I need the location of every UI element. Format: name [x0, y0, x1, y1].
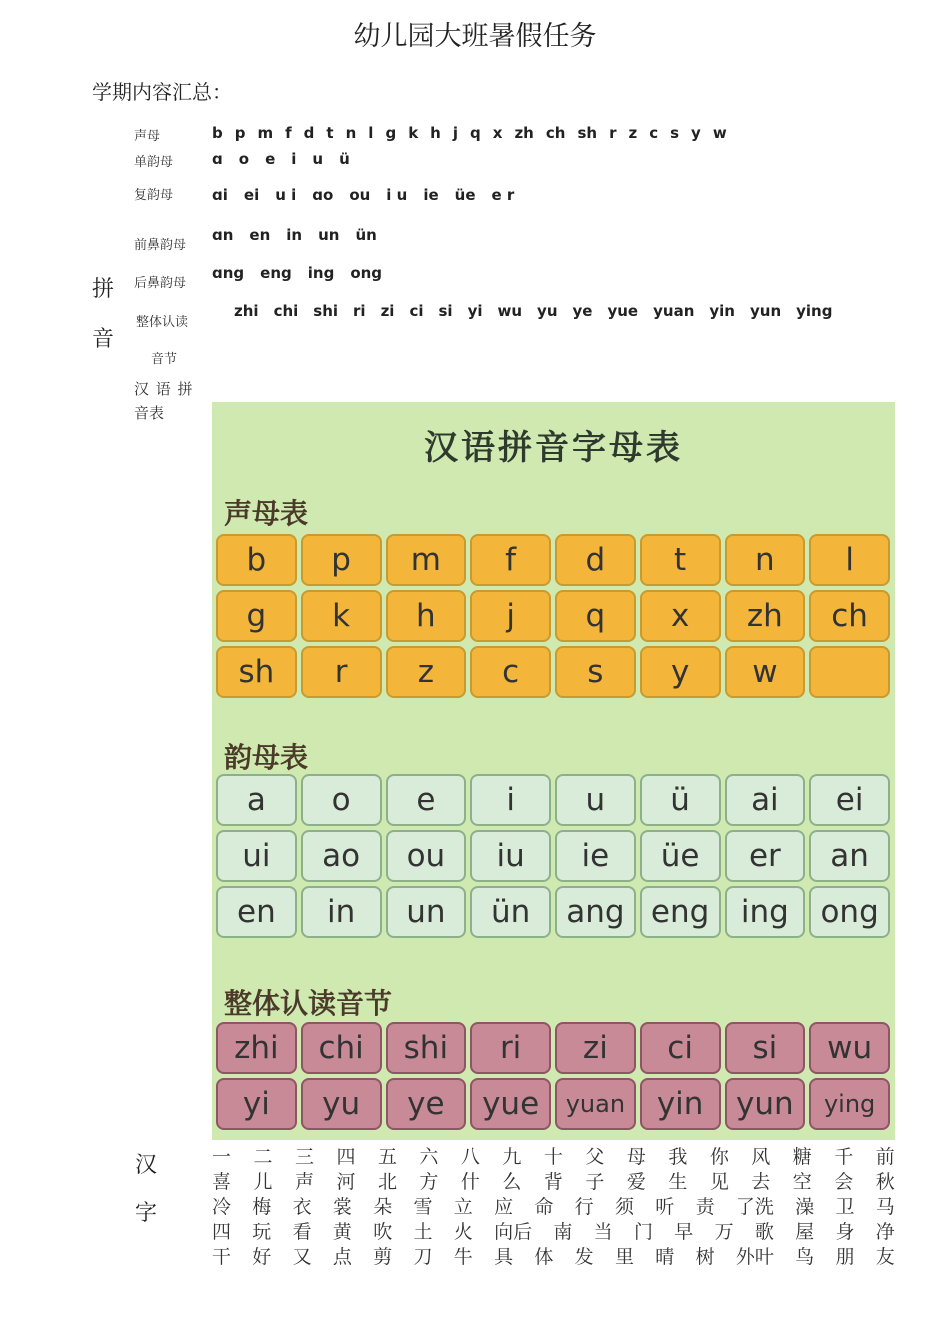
row-content — [212, 186, 530, 204]
pinyin-item: yi — [467, 302, 483, 320]
pinyin-item: i u — [386, 186, 408, 204]
pinyin-item: eng — [260, 264, 292, 282]
hanzi-char: 生 — [668, 1171, 688, 1193]
pinyin-item: shi — [313, 302, 339, 320]
pinyin-cell: e — [386, 774, 467, 826]
pinyin-cell: eng — [640, 886, 721, 938]
hanzi-char: 冷 — [212, 1196, 232, 1218]
pinyin-item: n — [345, 124, 357, 142]
hanzi-char: 千 — [834, 1146, 854, 1168]
pinyin-item: üe — [454, 186, 476, 204]
pinyin-item: ying — [796, 302, 833, 320]
pinyin-item: x — [492, 124, 503, 142]
hanzi-char: 喜 — [212, 1171, 232, 1193]
hanzi-char: 责 — [695, 1196, 715, 1218]
row-label: 单韵母 — [134, 155, 174, 170]
row-content — [212, 264, 398, 282]
pinyin-item: b — [212, 124, 223, 142]
whole-grid — [216, 1022, 890, 1130]
pinyin-item: j — [452, 124, 459, 142]
pinyin-cell: yin — [640, 1078, 721, 1130]
hanzi-row — [212, 1145, 895, 1170]
pinyin-cell: chi — [301, 1022, 382, 1074]
hanzi-char: 立 — [453, 1196, 473, 1218]
pinyin-cell: ün — [470, 886, 551, 938]
hanzi-char: 背 — [543, 1171, 563, 1193]
hanzi-char: 会 — [834, 1171, 854, 1193]
hanzi-row — [212, 1220, 895, 1245]
hanzi-label-2: 字 — [134, 1201, 157, 1226]
hanzi-char: 当 — [593, 1221, 613, 1243]
hanzi-char: 看 — [292, 1221, 312, 1243]
hanzi-row — [212, 1195, 895, 1220]
pinyin-cell: j — [470, 590, 551, 642]
pinyin-item: sh — [577, 124, 598, 142]
pinyin-item: f — [285, 124, 292, 142]
hanzi-char: 应 — [494, 1196, 514, 1218]
pinyin-cell: q — [555, 590, 636, 642]
section-whole-title: 整体认读音节 — [224, 987, 393, 1020]
pinyin-item: m — [257, 124, 274, 142]
hanzi-char: 南 — [553, 1221, 573, 1243]
row-content — [212, 226, 393, 244]
hanzi-list — [212, 1145, 895, 1270]
hanzi-char: 二 — [253, 1146, 273, 1168]
pinyin-cell: ch — [809, 590, 890, 642]
pinyin-item: ye — [572, 302, 593, 320]
hanzi-char: 见 — [709, 1171, 729, 1193]
pinyin-item: d — [303, 124, 315, 142]
hanzi-char: 歌 — [754, 1221, 774, 1243]
pinyin-item: ɑ — [212, 150, 223, 168]
pinyin-cell: yu — [301, 1078, 382, 1130]
pinyin-item: ch — [545, 124, 566, 142]
pinyin-cell: yue — [470, 1078, 551, 1130]
hanzi-char: 里 — [614, 1246, 634, 1268]
hanzi-char: 朵 — [373, 1196, 393, 1218]
pinyin-cell: yun — [725, 1078, 806, 1130]
pinyin-cell: ü — [640, 774, 721, 826]
pinyin-item: ü — [339, 150, 350, 168]
pinyin-cell: o — [301, 774, 382, 826]
hanzi-char: 了洗 — [735, 1196, 774, 1218]
pinyin-item: y — [691, 124, 701, 142]
hanzi-char: 一 — [212, 1146, 232, 1168]
pinyin-item: p — [234, 124, 246, 142]
pinyin-item: k — [408, 124, 419, 142]
pinyin-item: zhi — [234, 302, 259, 320]
pinyin-cell: ei — [809, 774, 890, 826]
pinyin-cell: ou — [386, 830, 467, 882]
pinyin-item: ɑng — [212, 264, 245, 282]
section-finals-title: 韵母表 — [224, 741, 309, 774]
hanzi-char: 风 — [751, 1146, 771, 1168]
hanzi-char: 五 — [377, 1146, 397, 1168]
pinyin-cell: z — [386, 646, 467, 698]
hanzi-char: 须 — [614, 1196, 634, 1218]
pinyin-item: q — [470, 124, 481, 142]
pinyin-cell: m — [386, 534, 467, 586]
hanzi-char: 卫 — [835, 1196, 855, 1218]
pinyin-cell: an — [809, 830, 890, 882]
pinyin-cell: ong — [809, 886, 890, 938]
hanzi-char: 前 — [875, 1146, 895, 1168]
pinyin-cell: w — [725, 646, 806, 698]
hanzi-char: 雪 — [413, 1196, 433, 1218]
pinyin-cell — [809, 646, 890, 698]
pinyin-cell: zhi — [216, 1022, 297, 1074]
hanzi-char: 发 — [574, 1246, 594, 1268]
pinyin-cell: ying — [809, 1078, 890, 1130]
pinyin-item: wu — [497, 302, 523, 320]
pinyin-item: ɑn — [212, 226, 234, 244]
pinyin-cell: i — [470, 774, 551, 826]
hanzi-char: 外叶 — [735, 1246, 774, 1268]
hanzi-row — [212, 1170, 895, 1195]
hanzi-char: 马 — [875, 1196, 895, 1218]
pinyin-cell: p — [301, 534, 382, 586]
hanzi-char: 四 — [212, 1221, 232, 1243]
hanzi-char: 裳 — [332, 1196, 352, 1218]
pinyin-cell: g — [216, 590, 297, 642]
row-content — [212, 150, 366, 168]
pinyin-chart — [212, 402, 895, 1140]
pinyin-cell: d — [555, 534, 636, 586]
pinyin-item: ɑo — [312, 186, 334, 204]
hanzi-char: 父 — [585, 1146, 605, 1168]
pinyin-item: g — [385, 124, 397, 142]
pinyin-item: e r — [491, 186, 515, 204]
row-label: 后鼻韵母 — [134, 276, 187, 291]
pinyin-item: h — [430, 124, 441, 142]
pinyin-item: ri — [353, 302, 366, 320]
pinyin-cell: l — [809, 534, 890, 586]
hanzi-char: 体 — [534, 1246, 554, 1268]
pinyin-item: si — [438, 302, 453, 320]
hanzi-char: 六 — [419, 1146, 439, 1168]
pinyin-cell: x — [640, 590, 721, 642]
hanzi-char: 吹 — [373, 1221, 393, 1243]
pinyin-item: en — [249, 226, 271, 244]
hanzi-char: 爱 — [626, 1171, 646, 1193]
hanzi-char: 声 — [294, 1171, 314, 1193]
hanzi-char: 什 — [460, 1171, 480, 1193]
pinyin-cell: h — [386, 590, 467, 642]
hanzi-char: 九 — [502, 1146, 522, 1168]
hanzi-char: 友 — [875, 1246, 895, 1268]
pinyin-item: ie — [423, 186, 439, 204]
pinyin-cell: n — [725, 534, 806, 586]
pinyin-item: ün — [355, 226, 377, 244]
pinyin-cell: üe — [640, 830, 721, 882]
hanzi-char: 去 — [751, 1171, 771, 1193]
pinyin-cell: sh — [216, 646, 297, 698]
hanzi-char: 母 — [626, 1146, 646, 1168]
pinyin-item: e — [265, 150, 276, 168]
hanzi-char: 三 — [294, 1146, 314, 1168]
hanzi-char: 又 — [292, 1246, 312, 1268]
hanzi-char: 具 — [494, 1246, 514, 1268]
pinyin-cell: yuan — [555, 1078, 636, 1130]
pinyin-cell: un — [386, 886, 467, 938]
chart-label-1: 汉 语 拼 — [134, 380, 194, 398]
finals-grid — [216, 774, 890, 938]
hanzi-label-1: 汉 — [134, 1153, 157, 1178]
hanzi-char: 树 — [695, 1246, 715, 1268]
hanzi-char: 听 — [655, 1196, 675, 1218]
row-label: 声母 — [134, 129, 161, 144]
pinyin-item: w — [712, 124, 727, 142]
pinyin-item: o — [238, 150, 250, 168]
hanzi-char: 空 — [792, 1171, 812, 1193]
pinyin-cell: k — [301, 590, 382, 642]
pinyin-cell: ie — [555, 830, 636, 882]
hanzi-char: 干 — [212, 1246, 232, 1268]
hanzi-char: 鸟 — [795, 1246, 815, 1268]
pinyin-item: t — [326, 124, 334, 142]
pinyin-item: ci — [409, 302, 424, 320]
pinyin-cell: si — [725, 1022, 806, 1074]
row-label-extra: 音节 — [151, 352, 178, 367]
pinyin-item: l — [368, 124, 374, 142]
hanzi-char: 身 — [835, 1221, 855, 1243]
pinyin-item: zh — [514, 124, 534, 142]
hanzi-char: 刀 — [413, 1246, 433, 1268]
hanzi-char: 子 — [585, 1171, 605, 1193]
hanzi-char: 秋 — [875, 1171, 895, 1193]
pinyin-item: r — [609, 124, 617, 142]
pinyin-item: ong — [350, 264, 383, 282]
hanzi-char: 你 — [709, 1146, 729, 1168]
hanzi-char: 命 — [534, 1196, 554, 1218]
pinyin-item: chi — [273, 302, 299, 320]
hanzi-char: 早 — [674, 1221, 694, 1243]
initials-grid — [216, 534, 890, 698]
pinyin-item: ei — [243, 186, 260, 204]
hanzi-char: 梅 — [252, 1196, 272, 1218]
pinyin-label-2: 音 — [91, 327, 114, 352]
pinyin-item: yue — [607, 302, 639, 320]
pinyin-item: u — [312, 150, 324, 168]
pinyin-cell: in — [301, 886, 382, 938]
row-content — [212, 124, 739, 142]
hanzi-char: 火 — [453, 1221, 473, 1243]
hanzi-char: 万 — [714, 1221, 734, 1243]
pinyin-item: yu — [537, 302, 558, 320]
hanzi-char: 北 — [377, 1171, 397, 1193]
hanzi-char: 净 — [875, 1221, 895, 1243]
pinyin-label-1: 拼 — [91, 277, 114, 302]
pinyin-item: zi — [380, 302, 395, 320]
pinyin-cell: yi — [216, 1078, 297, 1130]
pinyin-item: i — [291, 150, 297, 168]
pinyin-cell: t — [640, 534, 721, 586]
row-label: 整体认读 — [136, 315, 189, 330]
chart-title: 汉语拼音字母表 — [424, 428, 683, 468]
hanzi-char: 屋 — [795, 1221, 815, 1243]
pinyin-item: ɑi — [212, 186, 228, 204]
hanzi-char: 门 — [633, 1221, 653, 1243]
pinyin-item: ou — [349, 186, 371, 204]
hanzi-char: 儿 — [253, 1171, 273, 1193]
pinyin-cell: ui — [216, 830, 297, 882]
pinyin-item: yin — [709, 302, 735, 320]
hanzi-char: 黄 — [332, 1221, 352, 1243]
hanzi-char: 行 — [574, 1196, 594, 1218]
hanzi-char: 朋 — [835, 1246, 855, 1268]
hanzi-char: 方 — [419, 1171, 439, 1193]
pinyin-cell: f — [470, 534, 551, 586]
pinyin-item: yun — [749, 302, 782, 320]
row-label: 前鼻韵母 — [134, 238, 187, 253]
hanzi-char: 好 — [252, 1246, 272, 1268]
pinyin-cell: a — [216, 774, 297, 826]
pinyin-item: s — [670, 124, 680, 142]
pinyin-cell: u — [555, 774, 636, 826]
pinyin-cell: y — [640, 646, 721, 698]
pinyin-cell: er — [725, 830, 806, 882]
pinyin-cell: ci — [640, 1022, 721, 1074]
hanzi-char: 八 — [460, 1146, 480, 1168]
pinyin-cell: ye — [386, 1078, 467, 1130]
row-content — [234, 302, 847, 320]
pinyin-cell: ao — [301, 830, 382, 882]
pinyin-item: ing — [307, 264, 335, 282]
pinyin-item: z — [628, 124, 638, 142]
row-label: 复韵母 — [134, 188, 174, 203]
hanzi-char: 糖 — [792, 1146, 812, 1168]
pinyin-cell: zi — [555, 1022, 636, 1074]
hanzi-char: 衣 — [292, 1196, 312, 1218]
hanzi-char: 玩 — [252, 1221, 272, 1243]
hanzi-row — [212, 1245, 895, 1270]
pinyin-cell: shi — [386, 1022, 467, 1074]
pinyin-cell: iu — [470, 830, 551, 882]
hanzi-char: 四 — [336, 1146, 356, 1168]
hanzi-char: 我 — [668, 1146, 688, 1168]
summary-heading: 学期内容汇总： — [92, 80, 232, 104]
pinyin-cell: ri — [470, 1022, 551, 1074]
pinyin-cell: b — [216, 534, 297, 586]
chart-label-2: 音表 — [134, 404, 165, 422]
hanzi-char: 土 — [413, 1221, 433, 1243]
hanzi-char: 澡 — [795, 1196, 815, 1218]
hanzi-char: 牛 — [453, 1246, 473, 1268]
pinyin-cell: c — [470, 646, 551, 698]
pinyin-item: un — [318, 226, 340, 244]
hanzi-char: 剪 — [373, 1246, 393, 1268]
pinyin-cell: zh — [725, 590, 806, 642]
hanzi-char: 向后 — [494, 1221, 533, 1243]
pinyin-cell: wu — [809, 1022, 890, 1074]
hanzi-char: 十 — [543, 1146, 563, 1168]
pinyin-cell: s — [555, 646, 636, 698]
hanzi-char: 晴 — [655, 1246, 675, 1268]
pinyin-item: u i — [275, 186, 297, 204]
hanzi-char: 么 — [502, 1171, 522, 1193]
pinyin-cell: ing — [725, 886, 806, 938]
page-title: 幼儿园大班暑假任务 — [353, 21, 597, 52]
pinyin-item: c — [649, 124, 659, 142]
pinyin-cell: ang — [555, 886, 636, 938]
pinyin-item: yuan — [653, 302, 695, 320]
hanzi-char: 点 — [332, 1246, 352, 1268]
pinyin-cell: r — [301, 646, 382, 698]
pinyin-cell: ai — [725, 774, 806, 826]
section-initials-title: 声母表 — [224, 497, 309, 530]
pinyin-cell: en — [216, 886, 297, 938]
hanzi-char: 河 — [336, 1171, 356, 1193]
pinyin-item: in — [286, 226, 303, 244]
